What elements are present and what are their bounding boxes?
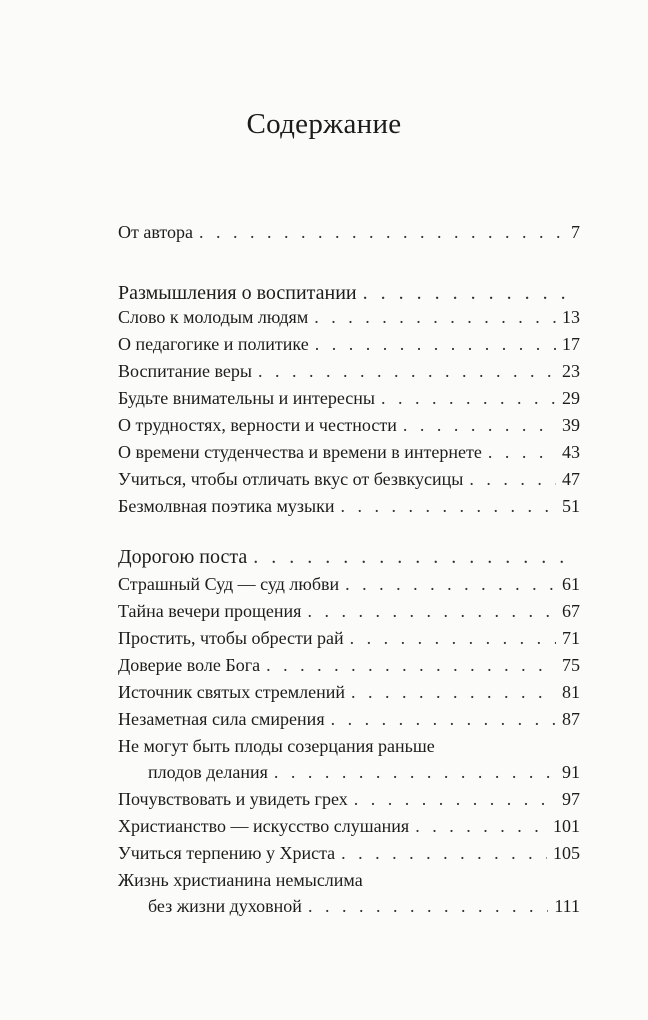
leader-dots (403, 415, 556, 436)
toc-entry[interactable] (118, 843, 580, 869)
toc-entry-preface[interactable] (118, 222, 580, 248)
toc-page-number: 17 (562, 334, 580, 354)
toc-entry-label: От автора (118, 222, 194, 242)
toc-page-number: 75 (562, 655, 580, 675)
toc-entry[interactable] (118, 655, 580, 681)
toc-entry-label: Воспитание веры (118, 361, 253, 381)
toc-entry-label: Доверие воле Бога (118, 655, 261, 675)
toc-entry-label: Почувствовать и увидеть грех (118, 789, 348, 809)
toc-entry[interactable] (118, 709, 580, 735)
leader-dots (308, 896, 548, 917)
leader-dots (350, 628, 556, 649)
toc-page-number: 7 (571, 222, 580, 242)
toc-page-number: 67 (562, 601, 580, 621)
page-title: Содержание (246, 108, 402, 140)
toc-entry-label: Незаметная сила смирения (118, 709, 325, 729)
toc-page-number: 29 (562, 388, 580, 408)
toc-entry-label: Учиться терпению у Христа (118, 843, 336, 863)
toc-page-number: 101 (553, 816, 580, 836)
toc-section-heading[interactable] (118, 282, 580, 308)
leader-dots (354, 789, 556, 810)
toc-entry[interactable] (118, 442, 580, 468)
toc-entry[interactable] (118, 682, 580, 708)
leader-dots (351, 682, 556, 703)
toc-entry-label-line2: без жизни духовной (148, 896, 302, 916)
toc-page-number: 105 (553, 843, 580, 863)
toc-entry-label-line1[interactable]: Не могут быть плоды созерцания раньше (118, 736, 435, 756)
toc-entry[interactable] (118, 388, 580, 414)
leader-dots (381, 388, 556, 409)
leader-dots (469, 469, 556, 490)
toc-entry-label-line1[interactable]: Жизнь христианина немыслима (118, 870, 363, 890)
toc-entry[interactable] (118, 334, 580, 360)
toc-entry-label-line2: плодов делания (148, 762, 268, 782)
toc-entry[interactable] (148, 896, 580, 922)
toc-entry[interactable] (118, 415, 580, 441)
section-label: Размышления о воспитании (118, 282, 357, 304)
toc-entry[interactable] (118, 601, 580, 627)
toc-page-number: 61 (562, 574, 580, 594)
toc-page-number: 91 (562, 762, 580, 782)
toc-entry-label: О трудностях, верности и честности (118, 415, 397, 435)
leader-dots (258, 361, 556, 382)
toc-entry[interactable] (118, 469, 580, 495)
toc-entry[interactable] (118, 496, 580, 522)
toc-entry[interactable] (118, 361, 580, 387)
toc-entry[interactable] (118, 307, 580, 333)
leader-dots (253, 546, 574, 569)
section-label: Дорогою поста (118, 546, 248, 568)
toc-page-number: 23 (562, 361, 580, 381)
toc-page-number: 39 (562, 415, 580, 435)
toc-entry[interactable] (118, 816, 580, 842)
leader-dots (266, 655, 556, 676)
toc-entry-label: Страшный Суд — суд любви (118, 574, 340, 594)
toc-entry-label: О педагогике и политике (118, 334, 309, 354)
toc-entry-label: Простить, чтобы обрести рай (118, 628, 344, 648)
toc-entry-label: Христианство — искусство слушания (118, 816, 410, 836)
toc-entry-label: Учиться, чтобы отличать вкус от безвкусицы (118, 469, 464, 489)
toc-entry-label: Тайна вечери прощения (118, 601, 302, 621)
leader-dots (314, 307, 556, 328)
leader-dots (415, 816, 547, 837)
leader-dots (274, 762, 556, 783)
toc-entry[interactable] (118, 789, 580, 815)
toc-entry[interactable] (148, 762, 580, 788)
leader-dots (331, 709, 556, 730)
toc-page-number: 111 (554, 896, 580, 916)
toc-page-number: 87 (562, 709, 580, 729)
toc-page-number: 43 (562, 442, 580, 462)
leader-dots (488, 442, 556, 463)
leader-dots (341, 843, 547, 864)
leader-dots (307, 601, 556, 622)
leader-dots (199, 222, 564, 243)
leader-dots (340, 496, 556, 517)
toc-entry-label: Будьте внимательны и интересны (118, 388, 376, 408)
toc-entry[interactable] (118, 574, 580, 600)
toc-page-number: 97 (562, 789, 580, 809)
leader-dots (363, 282, 574, 305)
toc-entry-label: Слово к молодым людям (118, 307, 309, 327)
toc-entry-label: О времени студенчества и времени в интернете (118, 442, 482, 462)
toc-section-heading[interactable] (118, 546, 580, 572)
toc-entry[interactable] (118, 628, 580, 654)
toc-page-number: 47 (562, 469, 580, 489)
leader-dots (345, 574, 556, 595)
toc-page-number: 71 (562, 628, 580, 648)
toc-page-number: 81 (562, 682, 580, 702)
leader-dots (315, 334, 556, 355)
toc-page-number: 13 (562, 307, 580, 327)
toc-entry-label: Безмолвная поэтика музыки (118, 496, 335, 516)
toc-page-number: 51 (562, 496, 580, 516)
toc-entry-label: Источник святых стремлений (118, 682, 346, 702)
